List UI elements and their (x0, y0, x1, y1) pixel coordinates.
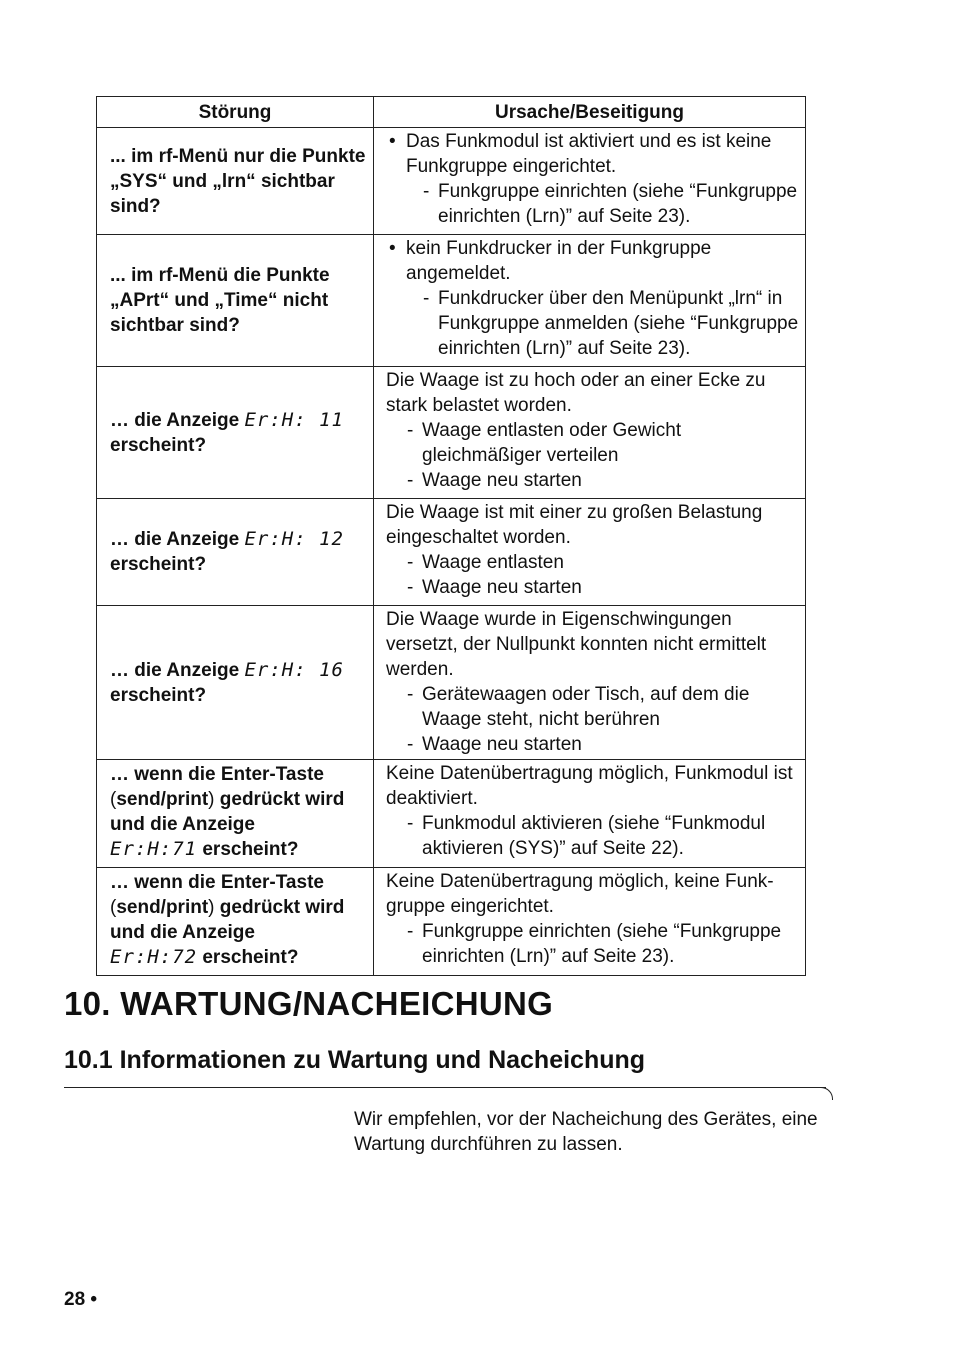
table-row (97, 760, 806, 868)
remedy-cell (374, 499, 806, 606)
remedy-bullet: • kein Funkdrucker in der Funkgruppe angemeldet. (386, 236, 801, 286)
cause-cell: … wenn die Enter-Taste (send/print) gedrückt wird und die Anzeige Er:H:71 erscheint? (97, 760, 374, 868)
table-header-row (97, 97, 806, 128)
send-print-key: send/print (116, 897, 209, 918)
remedy-step: - Funkgruppe einrichten (siehe “Funkgruppe einrichten (Lrn)” auf Seite 23). (386, 919, 801, 969)
remedy-step: - Funkdrucker über den Menüpunkt „lrn“ in Funkgruppe anmelden (siehe “Funkgruppe einrichten (Lrn)” auf Seite 23). (402, 286, 801, 361)
cause-suffix: erscheint? (110, 434, 207, 456)
remedy-text: Keine Datenübertragung möglich, keine Funkgruppe eingerichtet. (386, 871, 774, 917)
cause-cell (97, 499, 374, 606)
remedy-step: - Gerätewaagen oder Tisch, auf dem die Waage steht, nicht berühren (386, 682, 801, 732)
table-row (97, 499, 806, 606)
remedy-text: Die Waage ist zu hoch oder an einer Ecke zu stark belastet worden. (386, 370, 766, 416)
table-row (97, 367, 806, 499)
cause-suffix: erscheint? (110, 684, 207, 706)
error-code-display: Er:H:72 (110, 946, 198, 968)
cause-cell: ... im rf-Menü die Punkte „APrt“ und „Time“ nicht sichtbar sind? (97, 235, 374, 367)
cause-prefix: … die Anzeige (110, 529, 240, 550)
cause-text-a: … wenn die Enter-Taste (110, 764, 324, 785)
cause-prefix: … die Anzeige (110, 409, 240, 431)
header-ursache: Ursache/Beseitigung (374, 97, 806, 128)
header-stoerung: Störung (97, 97, 374, 128)
remedy-cell (374, 367, 806, 499)
cause-cell (97, 367, 374, 499)
cause-text-b: gedrückt wird und die Anzeige (110, 789, 345, 835)
remedy-cell (374, 868, 806, 976)
cause-suffix: erscheint? (202, 839, 299, 860)
cause-cell: … wenn die Enter-Taste (send/print) gedrückt wird und die Anzeige Er:H:72 erscheint? (97, 868, 374, 976)
cause-cell: ... im rf-Menü nur die Punkte „SYS“ und „lrn“ sichtbar sind? (97, 128, 374, 235)
error-code-display: Er:H: 16 (244, 658, 344, 681)
error-code-display: Er:H:71 (110, 838, 198, 860)
table-row (97, 606, 806, 760)
cause-text-a: … wenn die Enter-Taste (110, 872, 324, 893)
remedy-step: - Waage neu starten (386, 732, 801, 757)
remedy-cell (374, 128, 806, 235)
remedy-text: Die Waage ist mit einer zu großen Belastung eingeschaltet worden. (386, 502, 763, 548)
subsection-title: 10.1 Informationen zu Wartung und Nacheichung (64, 1046, 646, 1074)
remedy-step: - Waage neu starten (386, 468, 801, 493)
remedy-step: - Waage entlasten (386, 550, 801, 575)
remedy-cell (374, 760, 806, 868)
table-row (97, 868, 806, 976)
cause-text-b: gedrückt wird und die Anzeige (110, 897, 345, 943)
table-row (97, 128, 806, 235)
troubleshooting-table (96, 96, 806, 976)
section-title: 10. WARTUNG/NACHEICHUNG (64, 985, 554, 1022)
table-row (97, 235, 806, 367)
section-divider (64, 1087, 826, 1088)
cause-suffix: erscheint? (202, 947, 299, 968)
remedy-bullet: • Das Funkmodul ist aktiviert und es ist keine Funkgruppe eingerichtet. (386, 129, 801, 179)
maintenance-note: Wir empfehlen, vor der Nacheichung des Gerätes, eine Wartung durchführen zu lassen. (354, 1109, 818, 1155)
section-divider-corner (820, 1087, 833, 1100)
remedy-step: - Funkmodul aktivieren (siehe “Funkmodul aktivieren (SYS)” auf Seite 22). (386, 811, 801, 861)
remedy-step: - Waage neu starten (386, 575, 801, 600)
remedy-cell (374, 606, 806, 760)
remedy-text: Die Waage wurde in Eigenschwingungen versetzt, der Nullpunkt konnten nicht ermittelt werden. (386, 609, 767, 680)
cause-cell (97, 606, 374, 760)
send-print-key: send/print (116, 789, 209, 810)
cause-suffix: erscheint? (110, 554, 207, 575)
remedy-text: Keine Datenübertragung möglich, Funkmodul ist deaktiviert. (386, 763, 793, 809)
error-code-display: Er:H: 12 (244, 528, 344, 550)
cause-prefix: … die Anzeige (110, 659, 240, 681)
error-code-display: Er:H: 11 (244, 408, 344, 431)
remedy-step: - Funkgruppe einrichten (siehe “Funkgruppe einrichten (Lrn)” auf Seite 23). (402, 179, 801, 229)
page-number: 28 • (64, 1289, 98, 1310)
remedy-cell (374, 235, 806, 367)
remedy-step: - Waage entlasten oder Gewicht gleichmäßiger verteilen (386, 418, 801, 468)
